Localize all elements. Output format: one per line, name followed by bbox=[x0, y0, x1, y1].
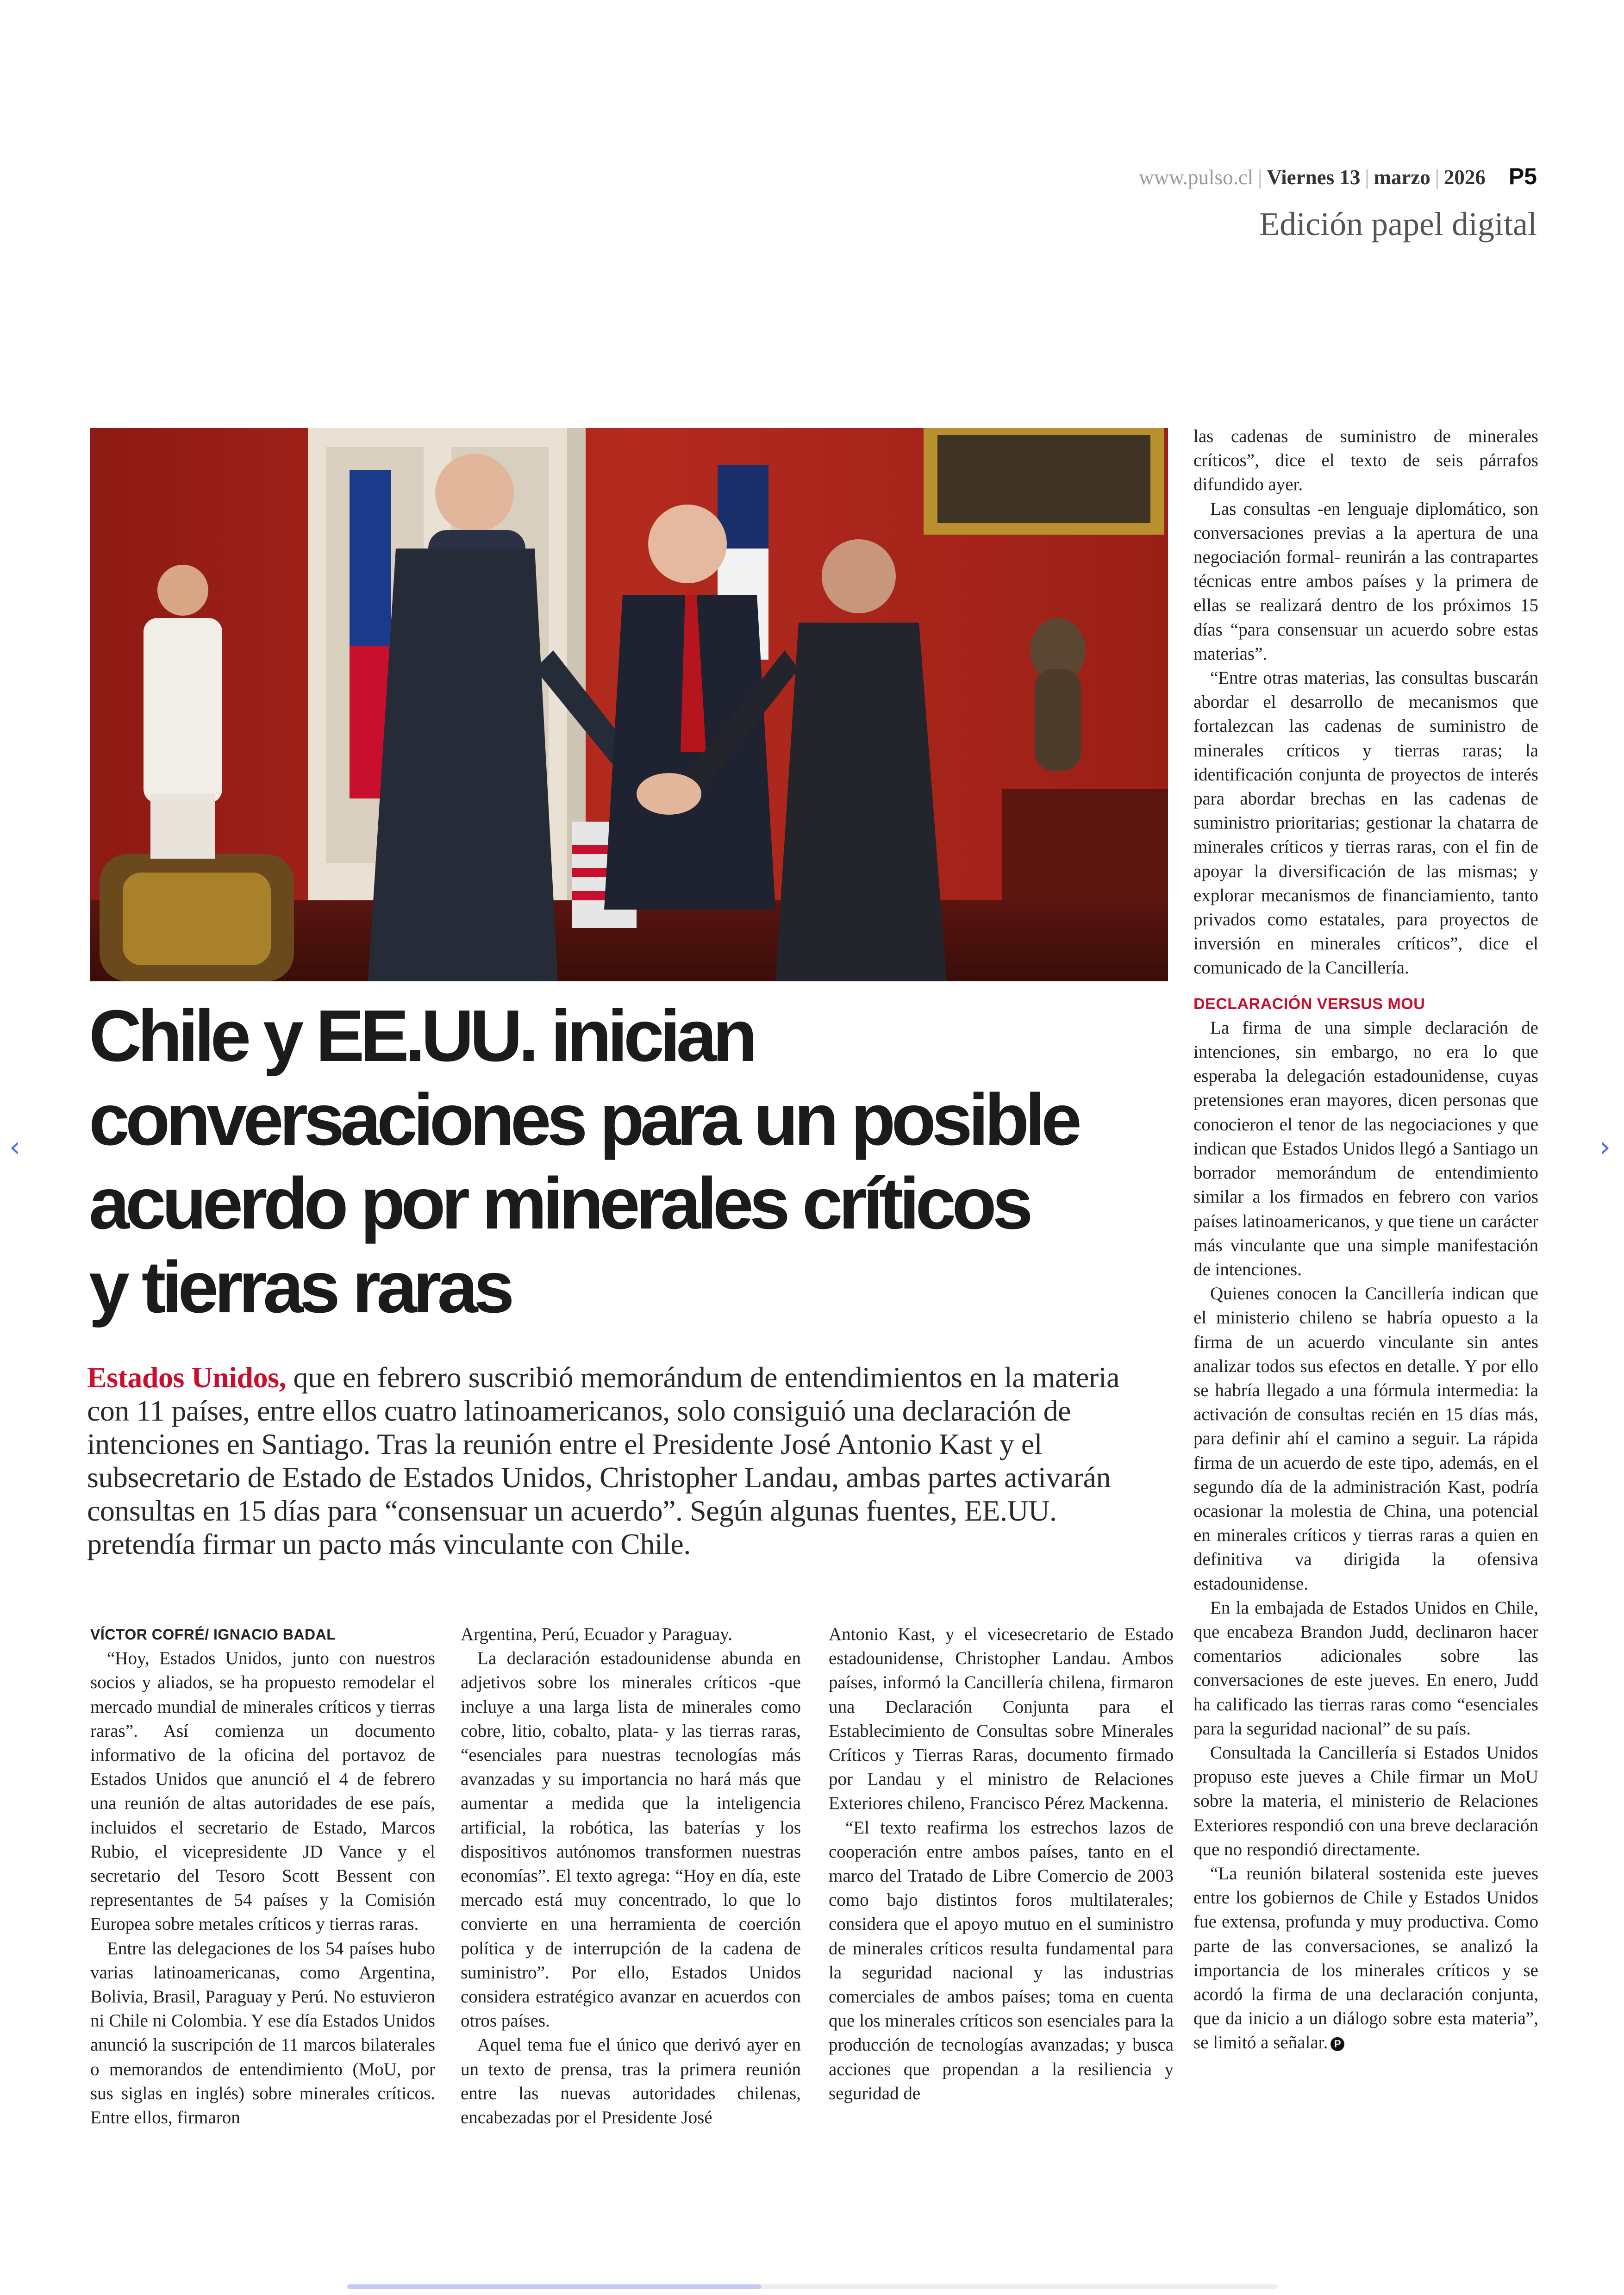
site-url: www.pulso.cl bbox=[1139, 166, 1254, 189]
body-column-2 bbox=[461, 1622, 801, 2130]
header-year: 2026 bbox=[1443, 166, 1486, 189]
article-lead bbox=[87, 1361, 1166, 1561]
page-scroll-thumb[interactable] bbox=[347, 2284, 762, 2289]
paragraph: Entre las delegaciones de los 54 países hubo varias latinoamericanas, como Argentina, Bolivia, Brasil, Paraguay y Perú. No estuvieron ni Chile ni Colombia. Y ese día Estados Unidos anunció la suscripción de 11 marcos bilaterales o memorandos de entendimiento (MoU, por sus siglas en inglés) sobre minerales críticos. Entre ellos, firmaron bbox=[90, 1938, 435, 2128]
page-number: P5 bbox=[1508, 163, 1537, 189]
page-header-line: www.pulso.cl | Viernes 13 | marzo | 2026 P5 bbox=[1139, 163, 1537, 189]
paragraph: Las consultas -en lenguaje diplomático, son conversaciones previas a la apertura de una negociación formal- reunirán a las contrapartes técnicas entre ambos países y la primera de ellas se realizará dentro de los próximos 15 días “para consensuar un acuerdo sobre estas materias”. bbox=[1193, 499, 1538, 664]
body-column-4 bbox=[1193, 424, 1538, 2055]
paragraph: Argentina, Perú, Ecuador y Paraguay. bbox=[461, 1624, 732, 1644]
paragraph: las cadenas de suministro de minerales críticos”, dice el texto de seis párrafos difundido ayer. bbox=[1193, 426, 1538, 495]
paragraph-last-text: “La reunión bilateral sostenida este jueves entre los gobiernos de Chile y Estados Unidos fue extensa, profunda y muy productiva. Como parte de las conversaciones, se analizó la importancia de los minerales críticos y se acordó la firma de una declaración conjunta, que da inicio a un diálogo sobre esta materia”, se limitó a señalar. bbox=[1193, 1863, 1538, 2053]
body-column-1 bbox=[90, 1622, 435, 2130]
paragraph: Antonio Kast, y el vicesecretario de Estado estadounidense, Christopher Landau. Ambos países, informó la Cancillería chilena, firmaron una Declaración Conjunta para el Establecimiento de Consultas sobre Minerales Críticos y Tierras Raras, documento firmado por Landau y el ministro de Relaciones Exteriores chileno, Francisco Pérez Mackenna. bbox=[829, 1624, 1174, 1814]
header-month: marzo bbox=[1374, 166, 1430, 189]
byline: VÍCTOR COFRÉ/ IGNACIO BADAL bbox=[90, 1626, 336, 1643]
lead-kicker: Estados Unidos, bbox=[87, 1361, 286, 1394]
end-mark-icon: P bbox=[1330, 2037, 1344, 2051]
paragraph: Consultada la Cancillería si Estados Unidos propuso este jueves a Chile firmar un MoU sobre la materia, el ministerio de Relaciones Exteriores respondió con una breve declaración que no respondió directamente. bbox=[1193, 1742, 1538, 1859]
paragraph: Quienes conocen la Cancillería indican que el ministerio chileno se habría opuesto a la firma de un acuerdo vinculante sin antes analizar todos sus efectos en detalle. Y por ello se habría llegado a una fórmula intermedia: la activación de consultas recién en 15 días más, para definir ahí el camino a seguir. La rápida firma de un acuerdo de este tipo, además, en el segundo día de la administración Kast, podría ocasionar la molestia de China, una potencial en minerales críticos y tierras raras a quien en definitiva va dirigida la ofensiva estadounidense. bbox=[1193, 1284, 1538, 1594]
article-photo bbox=[90, 428, 1168, 981]
headline-line-3: acuerdo por minerales críticos bbox=[89, 1163, 1029, 1244]
header-day: Viernes 13 bbox=[1267, 166, 1361, 189]
section-subhead: DECLARACIÓN VERSUS MOU bbox=[1193, 995, 1425, 1013]
previous-page-chevron-left-icon[interactable]: ‹ bbox=[9, 1131, 20, 1163]
handshake-photo-illustration bbox=[90, 428, 1168, 981]
paragraph: Aquel tema fue el único que derivó ayer en un texto de prensa, tras la primera reunión entre las nuevas autoridades chilenas, encabezadas por el Presidente José bbox=[461, 2035, 801, 2128]
lead-text: que en febrero suscribió memorándum de entendimientos en la materia con 11 países, entre ellos cuatro latinoamericanos, solo consiguió una declaración de intenciones en Santiago. Tras la reunión entre el Presidente José Antonio Kast y el subsecretario de Estado de Estados Unidos, Christopher Landau, ambas partes activarán consultas en 15 días para “consensuar un acuerdo”. Según algunas fuentes, EE.UU. pretendía firmar un pacto más vinculante con Chile. bbox=[87, 1361, 1120, 1560]
edition-label: Edición papel digital bbox=[1259, 206, 1537, 243]
body-column-3 bbox=[829, 1622, 1174, 2106]
next-page-chevron-right-icon[interactable]: › bbox=[1599, 1131, 1611, 1163]
paragraph: “El texto reafirma los estrechos lazos de cooperación entre ambos países, tanto en el marco del Tratado de Libre Comercio de 2003 como bajo distintos foros multilaterales; considera que el apoyo mutuo en el suministro de minerales críticos resulta fundamental para la seguridad nacional y las industrias comerciales de ambos países; toma en cuenta que los minerales críticos son esenciales para la producción de tecnologías avanzadas; y busca acciones que propendan a la resiliencia y seguridad de bbox=[829, 1817, 1174, 2103]
headline-line-4: y tierras raras bbox=[89, 1247, 511, 1328]
paragraph: En la embajada de Estados Unidos en Chile, que encabeza Brandon Judd, declinaron hacer comentarios adicionales sobre las conversaciones de este jueves. En enero, Judd ha calificado las tierras raras como “esenciales para la seguridad nacional” de su país. bbox=[1193, 1597, 1538, 1739]
headline-line-2: conversaciones para un posible bbox=[89, 1079, 1078, 1160]
paragraph: La firma de una simple declaración de intenciones, sin embargo, no era lo que esperaba la delegación estadounidense, cuyas pretensiones eran mayores, dicen personas que conocieron el tenor de las negociaciones y que indican que Estados Unidos llegó a Santiago un borrador memorándum de entendimiento similar a los firmados en febrero con varios países latinoamericanos, y que tiene un carácter más vinculante que una simple manifestación de intenciones. bbox=[1193, 1017, 1538, 1279]
paragraph-last bbox=[1193, 1862, 1538, 2055]
paragraph: “Hoy, Estados Unidos, junto con nuestros socios y aliados, se ha propuesto remodelar el mercado mundial de minerales críticos y tierras raras”. Así comienza un documento informativo de la oficina del portavoz de Estados Unidos que anunció el 4 de febrero una reunión de altas autoridades de ese país, incluidos el secretario de Estado, Marcos Rubio, el vicepresidente JD Vance y el secretario del Tesoro Scott Bessent con representantes de 54 países y la Comisión Europea sobre metales críticos y tierras raras. bbox=[90, 1648, 435, 1934]
headline-line-1: Chile y EE.UU. inician bbox=[89, 995, 754, 1077]
paragraph: “Entre otras materias, las consultas buscarán abordar el desarrollo de mecanismos que fortalezcan las cadenas de suministro de minerales críticos y tierras raras; la identificación conjunta de proyectos de interés para abordar brechas en las cadenas de suministro prioritarias; gestionar la chatarra de minerales críticos y tierras raras, con el fin de apoyar la diversificación de las mismas; y explorar mecanismos de financiamiento, tanto privados como estatales, para proyectos de inversión en minerales críticos”, dice el comunicado de la Cancillería. bbox=[1193, 668, 1538, 978]
paragraph: La declaración estadounidense abunda en adjetivos sobre los minerales críticos -que incluye a una larga lista de minerales como cobre, litio, cobalto, plata- y las tierras raras, “esenciales para nuestras tecnologías más avanzadas y su importancia no hará más que aumentar a medida que la inteligencia artificial, la robótica, las baterías y los dispositivos autónomos transformen nuestras economías”. El texto agrega: “Hoy en día, este mercado está muy concentrado, lo que lo convierte en una herramienta de coerción política y de interrupción de la cadena de suministro”. Por ello, Estados Unidos considera estratégico avanzar en acuerdos con otros países. bbox=[461, 1648, 801, 2031]
article-headline bbox=[89, 994, 1172, 1329]
